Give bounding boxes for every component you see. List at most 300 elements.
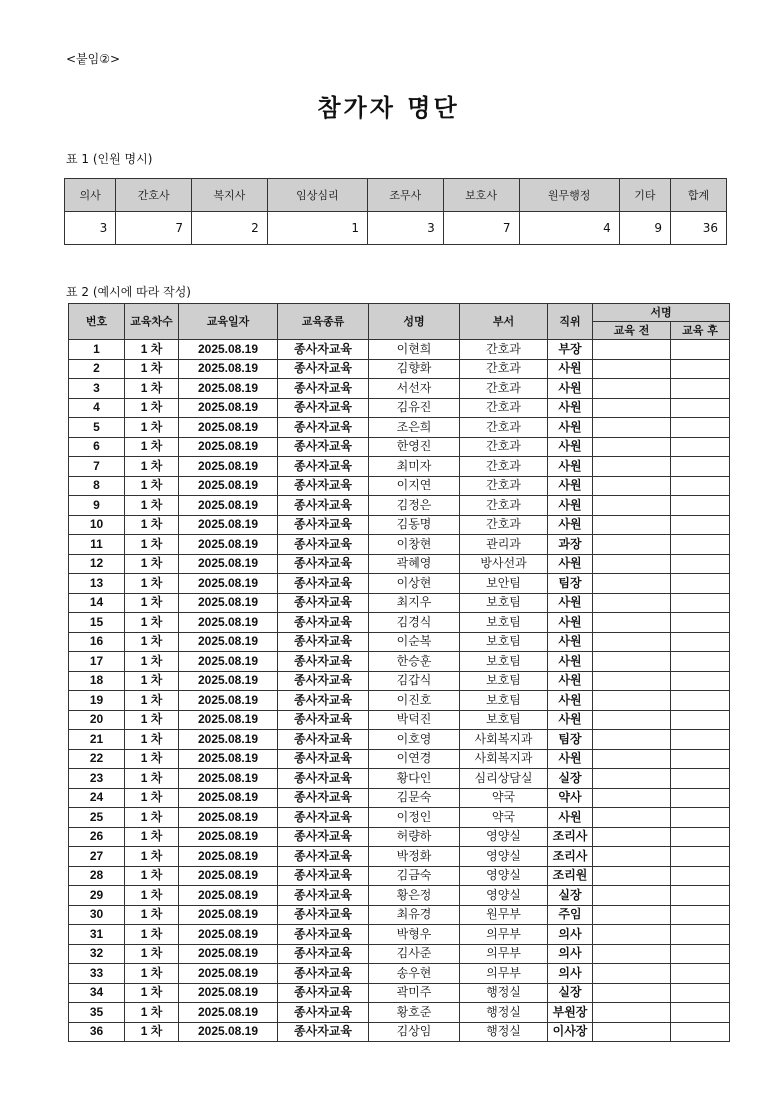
row-type: 종사자교육 [278,691,369,711]
row-date: 2025.08.19 [179,944,278,964]
row-type: 종사자교육 [278,710,369,730]
table-row [69,866,730,886]
row-name: 최미자 [369,457,460,477]
row-dept: 간호과 [460,437,548,457]
row-date: 2025.08.19 [179,691,278,711]
header-dept: 부서 [460,304,548,340]
row-name: 한영진 [369,437,460,457]
row-type: 종사자교육 [278,905,369,925]
row-position: 사원 [548,808,593,828]
sign-after-cell[interactable] [671,535,730,555]
sign-after-cell[interactable] [671,827,730,847]
row-name: 김상임 [369,1022,460,1042]
row-dept: 보호팀 [460,632,548,652]
count-admin: 4 [519,212,619,245]
row-type: 종사자교육 [278,1022,369,1042]
row-dept: 의무부 [460,964,548,984]
table-row [69,964,730,984]
row-position: 사원 [548,613,593,633]
row-number: 13 [69,574,125,594]
row-date: 2025.08.19 [179,340,278,360]
row-round: 1 차 [125,964,179,984]
row-position: 사원 [548,749,593,769]
sign-before-cell[interactable] [593,710,671,730]
row-type: 종사자교육 [278,866,369,886]
row-round: 1 차 [125,652,179,672]
sign-after-cell[interactable] [671,554,730,574]
row-type: 종사자교육 [278,340,369,360]
row-name: 김문숙 [369,788,460,808]
sign-before-cell[interactable] [593,340,671,360]
sign-after-cell[interactable] [671,808,730,828]
sign-before-cell[interactable] [593,691,671,711]
count-other: 9 [619,212,670,245]
sign-after-cell[interactable] [671,1003,730,1023]
sign-after-cell[interactable] [671,730,730,750]
row-name: 이진호 [369,691,460,711]
row-position: 사원 [548,710,593,730]
sign-after-cell[interactable] [671,964,730,984]
sign-before-cell[interactable] [593,866,671,886]
row-date: 2025.08.19 [179,847,278,867]
sign-after-cell[interactable] [671,379,730,399]
table-row [69,340,730,360]
row-date: 2025.08.19 [179,457,278,477]
sign-after-cell[interactable] [671,398,730,418]
row-name: 한승훈 [369,652,460,672]
row-dept: 약국 [460,808,548,828]
row-position: 실장 [548,769,593,789]
row-name: 송우현 [369,964,460,984]
table-row [69,574,730,594]
row-name: 이지연 [369,476,460,496]
row-number: 10 [69,515,125,535]
sign-before-cell[interactable] [593,652,671,672]
row-date: 2025.08.19 [179,827,278,847]
row-type: 종사자교육 [278,496,369,516]
row-type: 종사자교육 [278,1003,369,1023]
row-round: 1 차 [125,925,179,945]
sign-after-cell[interactable] [671,983,730,1003]
sign-before-cell[interactable] [593,671,671,691]
row-round: 1 차 [125,437,179,457]
row-name: 조은희 [369,418,460,438]
row-type: 종사자교육 [278,574,369,594]
header-sign-after: 교육 후 [671,322,730,340]
table-row [69,1022,730,1042]
sign-before-cell[interactable] [593,964,671,984]
sign-before-cell[interactable] [593,808,671,828]
row-name: 김유진 [369,398,460,418]
row-position: 의사 [548,944,593,964]
row-name: 이창현 [369,535,460,555]
row-name: 곽혜영 [369,554,460,574]
sign-before-cell[interactable] [593,827,671,847]
row-position: 사원 [548,515,593,535]
row-number: 9 [69,496,125,516]
sign-after-cell[interactable] [671,847,730,867]
row-round: 1 차 [125,398,179,418]
table-row [69,593,730,613]
header-nurse: 간호사 [116,179,192,212]
row-date: 2025.08.19 [179,808,278,828]
row-round: 1 차 [125,613,179,633]
sign-after-cell[interactable] [671,457,730,477]
table-row [69,398,730,418]
table-row [69,632,730,652]
row-position: 사원 [548,379,593,399]
sign-before-cell[interactable] [593,379,671,399]
sign-after-cell[interactable] [671,437,730,457]
count-nurse-aide: 3 [368,212,444,245]
sign-before-cell[interactable] [593,983,671,1003]
row-type: 종사자교육 [278,749,369,769]
row-round: 1 차 [125,1003,179,1023]
participant-rows [69,340,730,1042]
row-type: 종사자교육 [278,632,369,652]
participant-table [68,303,730,1042]
row-position: 의사 [548,925,593,945]
table-row [69,671,730,691]
row-dept: 보호팀 [460,671,548,691]
row-round: 1 차 [125,379,179,399]
table-row [69,730,730,750]
row-date: 2025.08.19 [179,398,278,418]
sign-after-cell[interactable] [671,886,730,906]
row-type: 종사자교육 [278,808,369,828]
row-dept: 의무부 [460,944,548,964]
row-dept: 보호팀 [460,593,548,613]
row-number: 18 [69,671,125,691]
row-round: 1 차 [125,515,179,535]
sign-after-cell[interactable] [671,749,730,769]
sign-after-cell[interactable] [671,1022,730,1042]
row-type: 종사자교육 [278,535,369,555]
row-date: 2025.08.19 [179,613,278,633]
table-row [69,710,730,730]
row-dept: 행정실 [460,983,548,1003]
row-date: 2025.08.19 [179,671,278,691]
row-dept: 의무부 [460,925,548,945]
sign-after-cell[interactable] [671,418,730,438]
row-number: 3 [69,379,125,399]
row-dept: 심리상담실 [460,769,548,789]
header-position: 직위 [548,304,593,340]
sign-after-cell[interactable] [671,476,730,496]
row-name: 서선자 [369,379,460,399]
row-dept: 간호과 [460,379,548,399]
sign-before-cell[interactable] [593,925,671,945]
sign-after-cell[interactable] [671,574,730,594]
header-admin: 원무행정 [519,179,619,212]
sign-after-cell[interactable] [671,515,730,535]
row-round: 1 차 [125,808,179,828]
row-number: 17 [69,652,125,672]
count-total: 36 [671,212,727,245]
sign-before-cell[interactable] [593,1003,671,1023]
sign-before-cell[interactable] [593,788,671,808]
row-date: 2025.08.19 [179,925,278,945]
row-round: 1 차 [125,769,179,789]
row-date: 2025.08.19 [179,886,278,906]
sign-after-cell[interactable] [671,671,730,691]
row-dept: 영양실 [460,827,548,847]
table2-caption: 표 2 (예시에 따라 작성) [66,285,191,299]
row-type: 종사자교육 [278,847,369,867]
sign-before-cell[interactable] [593,437,671,457]
row-type: 종사자교육 [278,886,369,906]
row-name: 황호준 [369,1003,460,1023]
header-sign-before: 교육 전 [593,322,671,340]
table-row [69,379,730,399]
row-type: 종사자교육 [278,359,369,379]
row-number: 29 [69,886,125,906]
sign-before-cell[interactable] [593,398,671,418]
row-date: 2025.08.19 [179,632,278,652]
sign-before-cell[interactable] [593,496,671,516]
row-date: 2025.08.19 [179,379,278,399]
row-dept: 간호과 [460,496,548,516]
row-dept: 사회복지과 [460,730,548,750]
table-row [69,418,730,438]
row-dept: 보호팀 [460,710,548,730]
row-number: 36 [69,1022,125,1042]
sign-after-cell[interactable] [671,613,730,633]
row-type: 종사자교육 [278,671,369,691]
sign-after-cell[interactable] [671,710,730,730]
row-position: 사원 [548,691,593,711]
sign-after-cell[interactable] [671,788,730,808]
row-number: 32 [69,944,125,964]
sign-before-cell[interactable] [593,613,671,633]
sign-before-cell[interactable] [593,1022,671,1042]
table-row [69,847,730,867]
row-dept: 보안팀 [460,574,548,594]
row-date: 2025.08.19 [179,905,278,925]
table-row [69,1003,730,1023]
count-caregiver: 7 [443,212,519,245]
row-name: 김갑식 [369,671,460,691]
header-date: 교육일자 [179,304,278,340]
sign-before-cell[interactable] [593,554,671,574]
row-type: 종사자교육 [278,457,369,477]
header-social-worker: 복지사 [192,179,268,212]
row-number: 12 [69,554,125,574]
row-round: 1 차 [125,359,179,379]
row-position: 사원 [548,593,593,613]
row-number: 15 [69,613,125,633]
row-number: 21 [69,730,125,750]
row-position: 과장 [548,535,593,555]
sign-before-cell[interactable] [593,886,671,906]
row-date: 2025.08.19 [179,1022,278,1042]
table-row [69,983,730,1003]
sign-before-cell[interactable] [593,769,671,789]
row-round: 1 차 [125,671,179,691]
row-name: 이연경 [369,749,460,769]
row-name: 김향화 [369,359,460,379]
header-other: 기타 [619,179,670,212]
row-type: 종사자교육 [278,515,369,535]
table1-caption: 표 1 (인원 명시) [66,152,153,166]
row-name: 김경식 [369,613,460,633]
row-position: 사원 [548,652,593,672]
row-round: 1 차 [125,710,179,730]
row-name: 이순복 [369,632,460,652]
row-number: 25 [69,808,125,828]
sign-after-cell[interactable] [671,359,730,379]
row-name: 이호영 [369,730,460,750]
row-name: 박정화 [369,847,460,867]
row-name: 김동명 [369,515,460,535]
row-round: 1 차 [125,554,179,574]
sign-before-cell[interactable] [593,457,671,477]
row-number: 24 [69,788,125,808]
row-date: 2025.08.19 [179,418,278,438]
sign-before-cell[interactable] [593,535,671,555]
table-row [69,515,730,535]
table-row [69,749,730,769]
row-dept: 영양실 [460,866,548,886]
sign-before-cell[interactable] [593,574,671,594]
page-title: 참가자 명단 [317,94,460,122]
table-row [69,457,730,477]
row-name: 박형우 [369,925,460,945]
row-dept: 간호과 [460,359,548,379]
row-position: 사원 [548,418,593,438]
row-position: 의사 [548,964,593,984]
sign-after-cell[interactable] [671,925,730,945]
row-round: 1 차 [125,340,179,360]
row-round: 1 차 [125,632,179,652]
sign-after-cell[interactable] [671,769,730,789]
row-round: 1 차 [125,476,179,496]
row-type: 종사자교육 [278,418,369,438]
row-dept: 간호과 [460,476,548,496]
row-dept: 보호팀 [460,691,548,711]
sign-before-cell[interactable] [593,905,671,925]
row-name: 허량하 [369,827,460,847]
row-position: 사원 [548,496,593,516]
row-round: 1 차 [125,827,179,847]
header-total: 합계 [671,179,727,212]
row-name: 김정은 [369,496,460,516]
row-dept: 약국 [460,788,548,808]
table-row [69,886,730,906]
sign-before-cell[interactable] [593,632,671,652]
row-date: 2025.08.19 [179,515,278,535]
sign-before-cell[interactable] [593,418,671,438]
row-name: 최유경 [369,905,460,925]
row-type: 종사자교육 [278,964,369,984]
row-date: 2025.08.19 [179,730,278,750]
sign-after-cell[interactable] [671,593,730,613]
sign-before-cell[interactable] [593,847,671,867]
sign-after-cell[interactable] [671,652,730,672]
table-row [69,691,730,711]
row-position: 조리사 [548,847,593,867]
table1-value-row [65,212,727,245]
row-date: 2025.08.19 [179,983,278,1003]
row-round: 1 차 [125,730,179,750]
row-type: 종사자교육 [278,593,369,613]
header-round: 교육차수 [125,304,179,340]
count-doctor: 3 [65,212,116,245]
row-number: 28 [69,866,125,886]
sign-before-cell[interactable] [593,749,671,769]
sign-after-cell[interactable] [671,905,730,925]
row-number: 23 [69,769,125,789]
row-name: 황은정 [369,886,460,906]
row-number: 6 [69,437,125,457]
table-row [69,808,730,828]
row-round: 1 차 [125,535,179,555]
row-number: 2 [69,359,125,379]
row-date: 2025.08.19 [179,476,278,496]
sign-before-cell[interactable] [593,359,671,379]
row-type: 종사자교육 [278,730,369,750]
row-number: 19 [69,691,125,711]
row-position: 사원 [548,476,593,496]
row-dept: 행정실 [460,1003,548,1023]
sign-before-cell[interactable] [593,944,671,964]
row-number: 35 [69,1003,125,1023]
sign-after-cell[interactable] [671,340,730,360]
table-row [69,554,730,574]
row-round: 1 차 [125,691,179,711]
row-date: 2025.08.19 [179,964,278,984]
table-row [69,827,730,847]
sign-after-cell[interactable] [671,944,730,964]
row-number: 27 [69,847,125,867]
row-round: 1 차 [125,905,179,925]
row-dept: 사회복지과 [460,749,548,769]
row-type: 종사자교육 [278,788,369,808]
sign-after-cell[interactable] [671,691,730,711]
row-dept: 간호과 [460,418,548,438]
row-name: 이현희 [369,340,460,360]
row-type: 종사자교육 [278,827,369,847]
table-row [69,437,730,457]
row-date: 2025.08.19 [179,749,278,769]
row-number: 33 [69,964,125,984]
sign-after-cell[interactable] [671,632,730,652]
sign-before-cell[interactable] [593,593,671,613]
sign-before-cell[interactable] [593,730,671,750]
row-dept: 간호과 [460,340,548,360]
row-position: 조리사 [548,827,593,847]
sign-before-cell[interactable] [593,515,671,535]
row-round: 1 차 [125,944,179,964]
table-row [69,769,730,789]
row-position: 사원 [548,457,593,477]
row-position: 사원 [548,671,593,691]
row-number: 30 [69,905,125,925]
row-dept: 원무부 [460,905,548,925]
row-position: 부장 [548,340,593,360]
count-nurse: 7 [116,212,192,245]
row-type: 종사자교육 [278,944,369,964]
row-date: 2025.08.19 [179,769,278,789]
row-date: 2025.08.19 [179,437,278,457]
row-number: 16 [69,632,125,652]
header-caregiver: 보호사 [443,179,519,212]
row-position: 사원 [548,398,593,418]
sign-after-cell[interactable] [671,496,730,516]
sign-after-cell[interactable] [671,866,730,886]
sign-before-cell[interactable] [593,476,671,496]
row-name: 김금숙 [369,866,460,886]
